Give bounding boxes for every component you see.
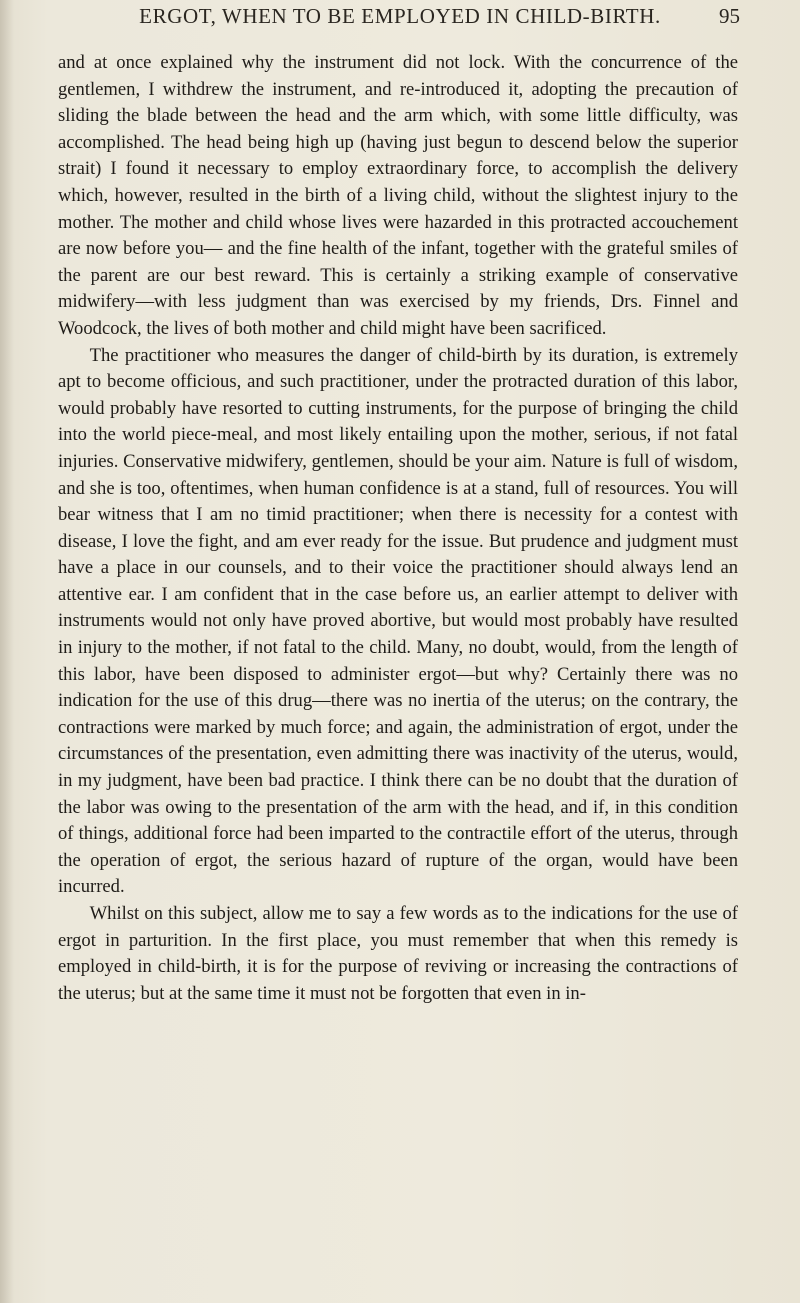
paragraph-practitioner: The practitioner who measures the danger of child-birth by its duration, is extremely apt to become officious, and such practitioner, under the protracted duration of this labor, would probably have resorted to cutting instruments, for the purpose of bringing the child into the world piece-meal, and most likely entailing upon the mother, serious, if not fatal injuries. Conservative midwifery, gentlemen, should be your aim. Nature is full of wisdom, and she is too, oftentimes, when human confidence is at a stand, full of resources. You will bear witness that I am no timid practitioner; when there is necessity for a contest with disease, I love the fight, and am ever ready for the issue. But prudence and judgment must have a place in our counsels, and to their voice the practitioner should always lend an attentive ear. I am confident that in the case before us, an earlier attempt to deliver with instruments would not only have proved abortive, but would most probably have resulted in injury to the mother, if not fatal to the child. Many, no doubt, would, from the length of this labor, have been disposed to administer ergot—but why? Certainly there was no indication for the use of this drug—there was no inertia of the uterus; on the contrary, the contractions were marked by much force; and again, the administration of ergot, under the circumstances of the presentation, even admitting there was inactivity of the uterus, would, in my judgment, have been bad practice. I think there can be no doubt that the duration of the labor was owing to the presentation of the arm with the head, and if, in this condition of things, additional force had been imparted to the contractile effort of the uterus, through the operation of ergot, the serious hazard of rupture of the organ, would have been incurred. [58,344,738,898]
gutter-shadow [0,0,14,1303]
running-head: ERGOT, WHEN TO BE EMPLOYED IN CHILD-BIRTH. [139,4,661,28]
page-number: 95 [719,4,740,28]
paragraph-continued: and at once explained why the instrument did not lock. With the concurrence of the gentlemen, I withdrew the instrument, and re-introduced it, adopting the precaution of sliding the blade between the head and the arm which, with some little difficulty, was accomplished. The head being high up (having just begun to descend below the superior strait) I found it necessary to employ extraordinary force, to accomplish the delivery which, however, resulted in the birth of a living child, without the slightest injury to the mother. The mother and child whose lives were hazarded in this protracted accouchement are now before you— and the fine health of the infant, together with the grateful smiles of the parent are our best reward. This is certainly a striking example of conservative midwifery—with less judgment than was exercised by my friends, Drs. Finnel and Woodcock, the lives of both mother and child might have been sacrificed. [58,52,738,339]
page-header [0,4,800,38]
paragraph-indications: Whilst on this subject, allow me to say a few words as to the indications for the use of ergot in parturition. In the first place, you must remember that when this remedy is employed in child-birth, it is for the purpose of reviving or increasing the contractions of the uterus; but at the same time it must not be forgotten that even in in- [58,903,738,1004]
body-text [58,50,738,1007]
